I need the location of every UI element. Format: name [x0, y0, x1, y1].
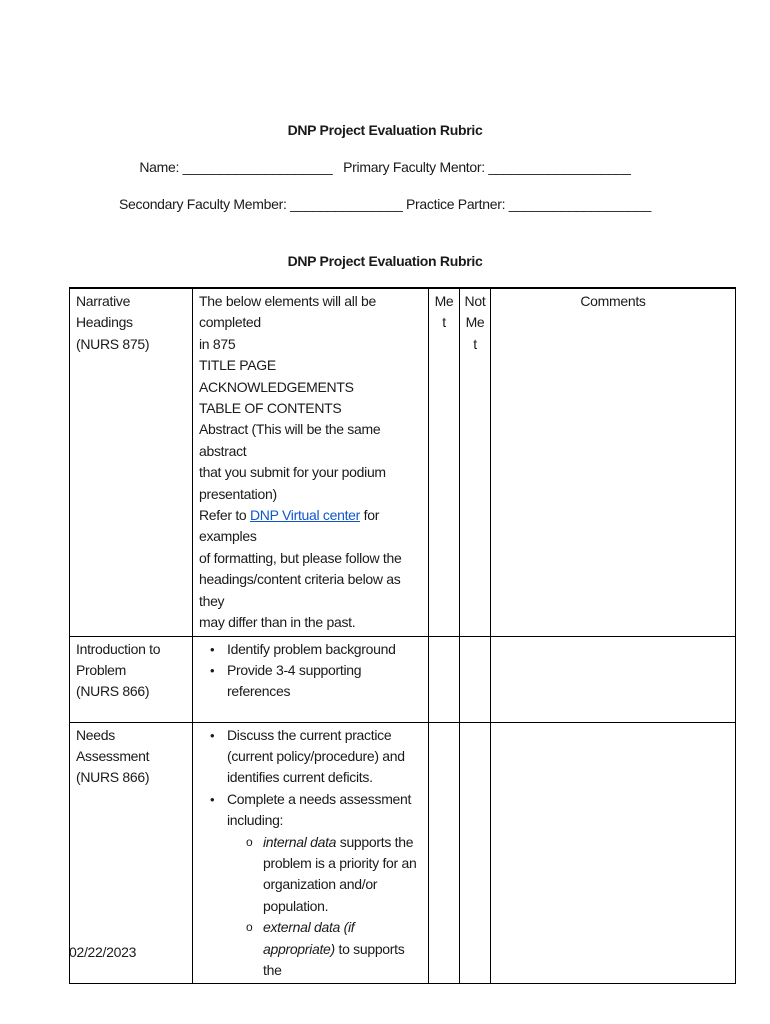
list-item: [227, 789, 422, 982]
not-met-header: [460, 288, 491, 636]
intro-line: ACKNOWLEDGEMENTS: [199, 378, 354, 395]
intro-line: headings/content criteria below as they: [199, 571, 401, 609]
section-heading: Problem: [76, 661, 127, 678]
intro-line: presentation): [199, 485, 277, 502]
met-label: t: [442, 314, 446, 331]
rubric-table: [69, 287, 736, 984]
dnp-virtual-center-link[interactable]: DNP Virtual center: [250, 507, 361, 524]
secondary-partner-fields: Secondary Faculty Member: _______________ Practice Partner: ___________________: [118, 196, 652, 212]
intro-line: Abstract (This will be the same abstract: [199, 421, 381, 459]
italic-term: internal data: [263, 833, 337, 850]
intro-line: TABLE OF CONTENTS: [199, 400, 342, 417]
list-item: • Discuss the current practice (current policy/procedure) and identifies current deficits.: [227, 725, 422, 789]
name-mentor-fields: Name: ____________________ Primary Faculty Mentor: ___________________: [139, 159, 631, 175]
intro-line: that you submit for your podium: [199, 464, 386, 481]
table-row: [70, 636, 736, 722]
not-met-label: t: [473, 335, 477, 352]
intro-line: of formatting, but please follow the: [199, 549, 402, 566]
refer-suffix: for examples: [199, 507, 380, 545]
criteria-cell: [193, 722, 429, 984]
met-cell[interactable]: [429, 636, 460, 722]
intro-line: The below elements will all be completed: [199, 293, 376, 331]
comments-cell[interactable]: [491, 722, 736, 984]
intro-line: may differ than in the past.: [199, 614, 356, 631]
sub-item-text: to supports the: [263, 940, 405, 978]
not-met-cell[interactable]: [460, 636, 491, 722]
comments-header: [491, 288, 736, 636]
table-row: [70, 288, 736, 636]
met-cell[interactable]: [429, 722, 460, 984]
criteria-cell: [193, 636, 429, 722]
sub-list-item: [263, 832, 422, 918]
section-course: (NURS 866): [76, 683, 150, 700]
met-label: Me: [434, 293, 454, 309]
criteria-list: [199, 639, 422, 703]
section-course: (NURS 866): [76, 769, 150, 786]
refer-prefix: Refer to: [199, 507, 250, 524]
not-met-cell[interactable]: [460, 722, 491, 984]
sub-item-text: supports the problem is a priority for an organization and/or population.: [263, 833, 417, 914]
list-item: • Provide 3-4 supporting references: [227, 660, 422, 703]
table-title: DNP Project Evaluation Rubric: [287, 253, 483, 269]
met-header: [429, 288, 460, 636]
footer-date: 02/22/2023: [69, 944, 137, 960]
comments-label: Comments: [580, 293, 646, 309]
section-course: (NURS 875): [76, 335, 150, 352]
sub-list-item: [263, 917, 422, 981]
section-cell: [70, 288, 193, 636]
list-item: • Identify problem background: [227, 639, 422, 660]
italic-term: external data (if appropriate): [263, 919, 355, 957]
refer-line: [199, 505, 422, 548]
intro-line: in 875: [199, 335, 236, 352]
section-cell: [70, 636, 193, 722]
not-met-label: Me: [465, 314, 485, 331]
section-heading: Introduction to: [76, 640, 161, 657]
section-heading: Needs Assessment: [76, 726, 150, 764]
comments-cell[interactable]: [491, 636, 736, 722]
criteria-list: [199, 725, 422, 982]
not-met-label: Not: [464, 293, 486, 309]
document-title: DNP Project Evaluation Rubric: [287, 122, 483, 138]
list-item-text: Complete a needs assessment including:: [227, 790, 412, 829]
intro-line: TITLE PAGE: [199, 357, 276, 374]
section-heading: Narrative Headings: [76, 293, 133, 331]
table-row: [70, 722, 736, 984]
sub-criteria-list: [227, 832, 422, 982]
criteria-cell: [193, 288, 429, 636]
